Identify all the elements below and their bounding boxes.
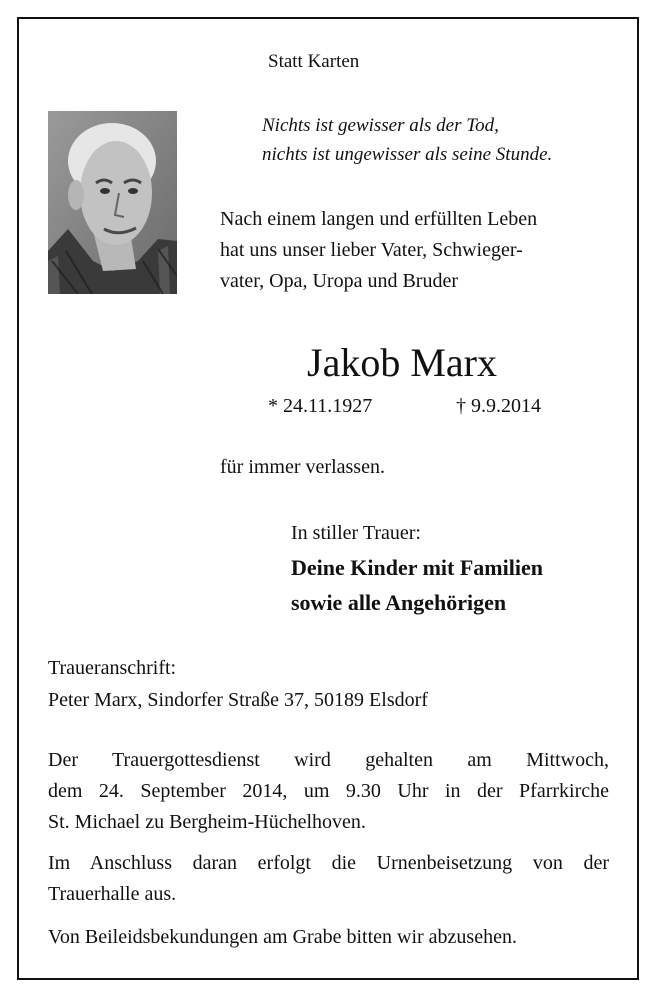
address-label: Traueranschrift:	[48, 657, 177, 679]
service-line-1: Der Trauergottesdienst wird gehalten am Mittwoch,	[48, 749, 609, 771]
service-line-2: dem 24. September 2014, um 9.30 Uhr in der Pfarrkirche	[48, 780, 609, 802]
statt-karten-note: Statt Karten	[268, 51, 360, 72]
portrait-image	[48, 111, 177, 294]
service-paragraph	[48, 748, 609, 835]
service-line-3: St. Michael zu Bergheim-Hüchelhoven.	[48, 811, 366, 833]
burial-paragraph	[48, 851, 609, 907]
intro-line-3: vater, Opa, Uropa und Bruder	[220, 270, 459, 292]
deceased-name: Jakob Marx	[307, 340, 497, 385]
quote-line-1: Nichts ist gewisser als der Tod,	[262, 115, 499, 136]
mourners-intro: In stiller Trauer:	[291, 522, 421, 544]
farewell-text: für immer verlassen.	[220, 456, 385, 478]
death-date: † 9.9.2014	[456, 395, 541, 417]
quote-line-2: nichts ist ungewisser als seine Stunde.	[262, 144, 553, 165]
mourners-line-1: Deine Kinder mit Familien	[291, 555, 543, 580]
condolence-note: Von Beileidsbekundungen am Grabe bitten wir abzusehen.	[48, 926, 517, 948]
birth-date: * 24.11.1927	[268, 395, 373, 417]
burial-line-1: Im Anschluss daran erfolgt die Urnenbeisetzung von der	[48, 852, 609, 874]
mourners-line-2: sowie alle Angehörigen	[291, 590, 507, 615]
address-value: Peter Marx, Sindorfer Straße 37, 50189 Elsdorf	[48, 689, 428, 711]
intro-line-2: hat uns unser lieber Vater, Schwieger-	[220, 239, 523, 261]
intro-line-1: Nach einem langen und erfüllten Leben	[220, 208, 538, 230]
burial-line-2: Trauerhalle aus.	[48, 883, 177, 905]
portrait-photo	[48, 111, 177, 294]
